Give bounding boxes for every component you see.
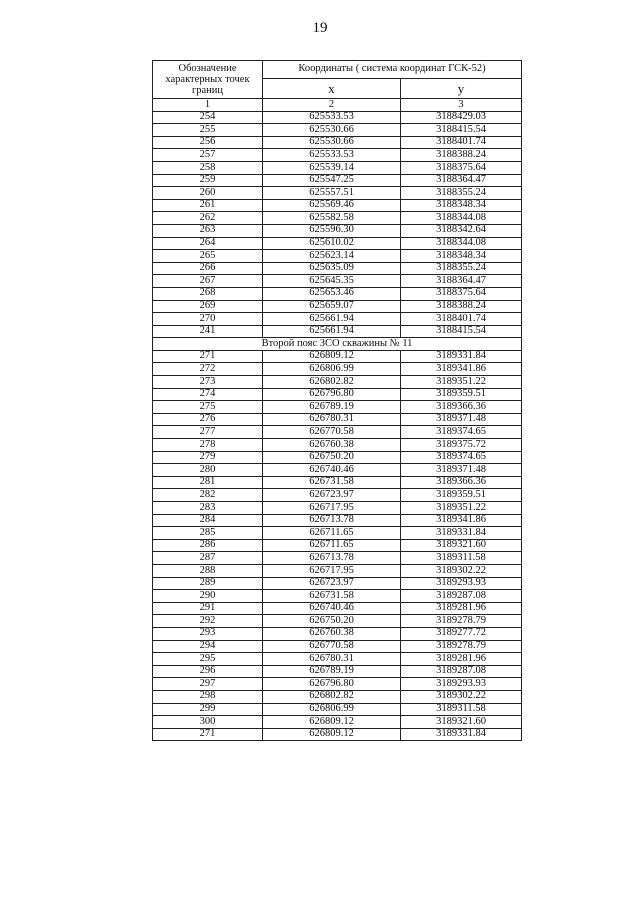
y-coordinate-cell: 3189293.93 [401, 678, 522, 691]
column-number-1: 1 [153, 99, 263, 112]
y-coordinate-cell: 3189351.22 [401, 376, 522, 389]
x-coordinate-cell: 626711.65 [263, 527, 401, 540]
section-title-row [153, 338, 522, 351]
point-id-cell: 284 [153, 514, 263, 527]
point-id-cell: 271 [153, 350, 263, 363]
table-row [153, 149, 522, 162]
point-id-cell: 271 [153, 728, 263, 741]
y-coordinate-cell: 3189302.22 [401, 564, 522, 577]
section2-title-body [153, 338, 522, 351]
table-row [153, 527, 522, 540]
table-row [153, 552, 522, 565]
point-id-cell: 270 [153, 313, 263, 326]
y-coordinate-cell: 3188344.08 [401, 237, 522, 250]
x-coordinate-cell: 625661.94 [263, 313, 401, 326]
table-row [153, 489, 522, 502]
table-row [153, 111, 522, 124]
point-id-cell: 287 [153, 552, 263, 565]
y-coordinate-cell: 3189281.96 [401, 653, 522, 666]
table-row [153, 716, 522, 729]
x-coordinate-cell: 626806.99 [263, 703, 401, 716]
column-number-2: 2 [263, 99, 401, 112]
table-row [153, 174, 522, 187]
y-coordinate-cell: 3189366.36 [401, 401, 522, 414]
x-coordinate-cell: 626780.31 [263, 653, 401, 666]
x-coordinate-cell: 626802.82 [263, 376, 401, 389]
point-id-cell: 281 [153, 476, 263, 489]
y-coordinate-cell: 3189366.36 [401, 476, 522, 489]
y-coordinate-cell: 3188401.74 [401, 136, 522, 149]
point-id-cell: 294 [153, 640, 263, 653]
y-coordinate-cell: 3189321.60 [401, 539, 522, 552]
point-id-cell: 268 [153, 287, 263, 300]
table-row [153, 728, 522, 741]
x-coordinate-cell: 626713.78 [263, 514, 401, 527]
point-id-cell: 298 [153, 690, 263, 703]
y-coordinate-cell: 3189375.72 [401, 439, 522, 452]
x-coordinate-cell: 626770.58 [263, 640, 401, 653]
y-coordinate-cell: 3189293.93 [401, 577, 522, 590]
y-header: y [401, 78, 522, 98]
point-id-cell: 255 [153, 124, 263, 137]
point-id-cell: 285 [153, 527, 263, 540]
x-coordinate-cell: 626731.58 [263, 476, 401, 489]
x-coordinate-cell: 626740.46 [263, 464, 401, 477]
x-coordinate-cell: 626770.58 [263, 426, 401, 439]
table-row [153, 262, 522, 275]
x-header: x [263, 78, 401, 98]
y-coordinate-cell: 3188348.34 [401, 199, 522, 212]
table-row [153, 363, 522, 376]
x-coordinate-cell: 626723.97 [263, 489, 401, 502]
x-coordinate-cell: 626717.95 [263, 502, 401, 515]
point-id-cell: 254 [153, 111, 263, 124]
x-coordinate-cell: 625569.46 [263, 199, 401, 212]
y-coordinate-cell: 3189302.22 [401, 690, 522, 703]
x-coordinate-cell: 625645.35 [263, 275, 401, 288]
table-row [153, 212, 522, 225]
x-coordinate-cell: 626796.80 [263, 678, 401, 691]
x-coordinate-cell: 625533.53 [263, 111, 401, 124]
x-coordinate-cell: 625596.30 [263, 224, 401, 237]
table-row [153, 287, 522, 300]
table-row [153, 564, 522, 577]
point-id-cell: 289 [153, 577, 263, 590]
y-coordinate-cell: 3188388.24 [401, 300, 522, 313]
point-id-cell: 267 [153, 275, 263, 288]
point-id-cell: 282 [153, 489, 263, 502]
point-id-cell: 277 [153, 426, 263, 439]
y-coordinate-cell: 3188388.24 [401, 149, 522, 162]
point-id-cell: 292 [153, 615, 263, 628]
column-number-3: 3 [401, 99, 522, 112]
table-row [153, 451, 522, 464]
x-coordinate-cell: 625533.53 [263, 149, 401, 162]
x-coordinate-cell: 626780.31 [263, 413, 401, 426]
y-coordinate-cell: 3189351.22 [401, 502, 522, 515]
section2-body [153, 350, 522, 740]
point-id-cell: 276 [153, 413, 263, 426]
x-coordinate-cell: 626711.65 [263, 539, 401, 552]
table-header [153, 61, 522, 112]
x-coordinate-cell: 625623.14 [263, 250, 401, 263]
table-row [153, 136, 522, 149]
point-id-cell: 275 [153, 401, 263, 414]
table-row [153, 376, 522, 389]
y-coordinate-cell: 3189277.72 [401, 627, 522, 640]
y-coordinate-cell: 3188375.64 [401, 287, 522, 300]
table-row [153, 703, 522, 716]
x-coordinate-cell: 625661.94 [263, 325, 401, 338]
table-row [153, 653, 522, 666]
table-row [153, 665, 522, 678]
point-id-cell: 260 [153, 187, 263, 200]
point-id-cell: 300 [153, 716, 263, 729]
table-row [153, 350, 522, 363]
y-coordinate-cell: 3188344.08 [401, 212, 522, 225]
y-coordinate-cell: 3189287.08 [401, 665, 522, 678]
x-coordinate-cell: 626713.78 [263, 552, 401, 565]
section1-body [153, 111, 522, 338]
y-coordinate-cell: 3189331.84 [401, 728, 522, 741]
table-row [153, 627, 522, 640]
y-coordinate-cell: 3189278.79 [401, 640, 522, 653]
point-id-cell: 272 [153, 363, 263, 376]
table-row [153, 577, 522, 590]
x-coordinate-cell: 625582.58 [263, 212, 401, 225]
y-coordinate-cell: 3189331.84 [401, 527, 522, 540]
table-row [153, 615, 522, 628]
point-id-cell: 288 [153, 564, 263, 577]
point-id-cell: 262 [153, 212, 263, 225]
point-id-cell: 291 [153, 602, 263, 615]
point-id-cell: 257 [153, 149, 263, 162]
y-coordinate-cell: 3189331.84 [401, 350, 522, 363]
y-coordinate-cell: 3189359.51 [401, 388, 522, 401]
table-row [153, 124, 522, 137]
table-row [153, 426, 522, 439]
point-id-cell: 273 [153, 376, 263, 389]
x-coordinate-cell: 626750.20 [263, 451, 401, 464]
table-row [153, 199, 522, 212]
point-id-cell: 264 [153, 237, 263, 250]
table-row [153, 514, 522, 527]
y-coordinate-cell: 3189281.96 [401, 602, 522, 615]
x-coordinate-cell: 626740.46 [263, 602, 401, 615]
x-coordinate-cell: 626760.38 [263, 439, 401, 452]
table-row [153, 237, 522, 250]
table-row [153, 300, 522, 313]
x-coordinate-cell: 626717.95 [263, 564, 401, 577]
x-coordinate-cell: 626723.97 [263, 577, 401, 590]
point-id-cell: 256 [153, 136, 263, 149]
page-number: 19 [312, 20, 328, 36]
x-coordinate-cell: 626789.19 [263, 401, 401, 414]
coordinates-table [152, 60, 522, 741]
y-coordinate-cell: 3188415.54 [401, 124, 522, 137]
table-row [153, 313, 522, 326]
table-row [153, 464, 522, 477]
y-coordinate-cell: 3188355.24 [401, 262, 522, 275]
table-row [153, 325, 522, 338]
x-coordinate-cell: 625557.51 [263, 187, 401, 200]
x-coordinate-cell: 626789.19 [263, 665, 401, 678]
x-coordinate-cell: 626806.99 [263, 363, 401, 376]
coordinates-header: Координаты ( система координат ГСК-52) [263, 61, 522, 79]
y-coordinate-cell: 3188355.24 [401, 187, 522, 200]
point-id-cell: 286 [153, 539, 263, 552]
table-row [153, 275, 522, 288]
y-coordinate-cell: 3189341.86 [401, 363, 522, 376]
point-id-cell: 296 [153, 665, 263, 678]
point-id-cell: 297 [153, 678, 263, 691]
x-coordinate-cell: 625547.25 [263, 174, 401, 187]
x-coordinate-cell: 625653.46 [263, 287, 401, 300]
y-coordinate-cell: 3189311.58 [401, 552, 522, 565]
table-row [153, 602, 522, 615]
point-id-cell: 269 [153, 300, 263, 313]
table-row [153, 640, 522, 653]
point-id-cell: 274 [153, 388, 263, 401]
y-coordinate-cell: 3189321.60 [401, 716, 522, 729]
table-row [153, 439, 522, 452]
table-row [153, 413, 522, 426]
point-id-cell: 299 [153, 703, 263, 716]
table-row [153, 388, 522, 401]
point-id-cell: 290 [153, 590, 263, 603]
x-coordinate-cell: 626750.20 [263, 615, 401, 628]
x-coordinate-cell: 626796.80 [263, 388, 401, 401]
table-row [153, 187, 522, 200]
x-coordinate-cell: 626809.12 [263, 728, 401, 741]
x-coordinate-cell: 625635.09 [263, 262, 401, 275]
y-coordinate-cell: 3188364.47 [401, 174, 522, 187]
y-coordinate-cell: 3189374.65 [401, 426, 522, 439]
point-id-cell: 295 [153, 653, 263, 666]
x-coordinate-cell: 625539.14 [263, 161, 401, 174]
x-coordinate-cell: 625610.02 [263, 237, 401, 250]
table-row [153, 502, 522, 515]
point-id-cell: 261 [153, 199, 263, 212]
y-coordinate-cell: 3188348.34 [401, 250, 522, 263]
table-row [153, 250, 522, 263]
table-row [153, 161, 522, 174]
x-coordinate-cell: 625659.07 [263, 300, 401, 313]
table-row [153, 401, 522, 414]
table-row [153, 590, 522, 603]
y-coordinate-cell: 3189311.58 [401, 703, 522, 716]
x-coordinate-cell: 626802.82 [263, 690, 401, 703]
table-row [153, 224, 522, 237]
table-row [153, 678, 522, 691]
point-id-cell: 265 [153, 250, 263, 263]
y-coordinate-cell: 3189374.65 [401, 451, 522, 464]
table-row [153, 476, 522, 489]
x-coordinate-cell: 625530.66 [263, 124, 401, 137]
y-coordinate-cell: 3189341.86 [401, 514, 522, 527]
table-row [153, 539, 522, 552]
point-id-cell: 266 [153, 262, 263, 275]
point-id-cell: 263 [153, 224, 263, 237]
x-coordinate-cell: 626760.38 [263, 627, 401, 640]
y-coordinate-cell: 3188401.74 [401, 313, 522, 326]
y-coordinate-cell: 3188375.64 [401, 161, 522, 174]
y-coordinate-cell: 3189287.08 [401, 590, 522, 603]
y-coordinate-cell: 3188429.03 [401, 111, 522, 124]
x-coordinate-cell: 626731.58 [263, 590, 401, 603]
x-coordinate-cell: 626809.12 [263, 716, 401, 729]
y-coordinate-cell: 3188415.54 [401, 325, 522, 338]
y-coordinate-cell: 3188342.64 [401, 224, 522, 237]
y-coordinate-cell: 3189359.51 [401, 489, 522, 502]
point-id-cell: 259 [153, 174, 263, 187]
y-coordinate-cell: 3188364.47 [401, 275, 522, 288]
point-id-cell: 293 [153, 627, 263, 640]
y-coordinate-cell: 3189371.48 [401, 464, 522, 477]
designation-header: Обозначение характерных точек границ [153, 61, 263, 99]
point-id-cell: 283 [153, 502, 263, 515]
y-coordinate-cell: 3189278.79 [401, 615, 522, 628]
point-id-cell: 280 [153, 464, 263, 477]
section-title: Второй пояс ЗСО скважины № 11 [153, 338, 522, 351]
point-id-cell: 258 [153, 161, 263, 174]
y-coordinate-cell: 3189371.48 [401, 413, 522, 426]
x-coordinate-cell: 625530.66 [263, 136, 401, 149]
point-id-cell: 241 [153, 325, 263, 338]
x-coordinate-cell: 626809.12 [263, 350, 401, 363]
table-row [153, 690, 522, 703]
point-id-cell: 278 [153, 439, 263, 452]
point-id-cell: 279 [153, 451, 263, 464]
